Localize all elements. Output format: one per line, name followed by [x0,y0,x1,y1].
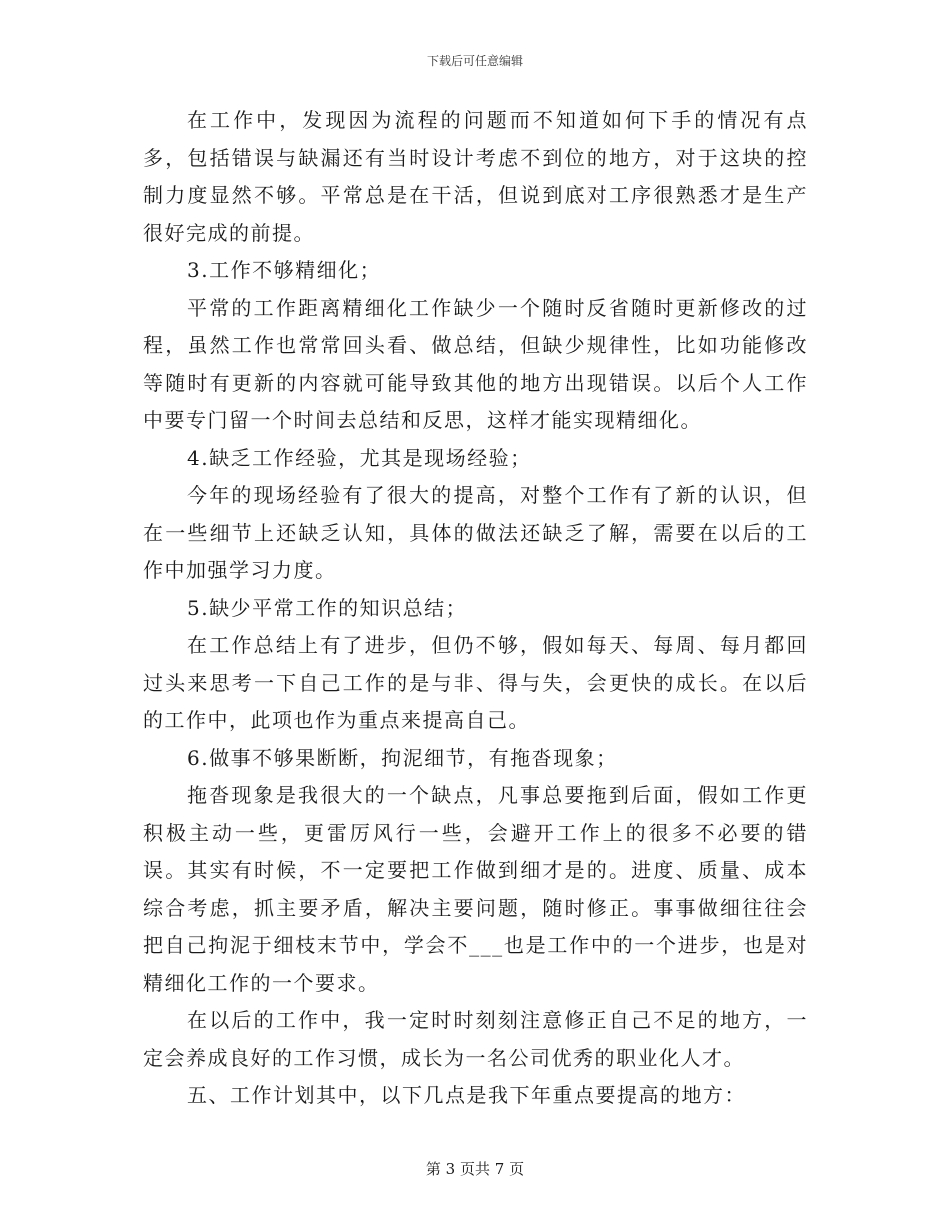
section-heading: 4.缺乏工作经验，尤其是现场经验； [187,445,532,470]
section-heading: 5.缺少平常工作的知识总结； [187,595,468,620]
page-header: 下载后可任意编辑 [426,54,523,68]
section-heading: 五、工作计划其中，以下几点是我下年重点要提高的地方： [187,1083,746,1107]
section-heading: 6.做事不够果断断，拘泥细节，有拖沓现象； [187,745,618,770]
document-body [143,102,808,1115]
paragraph: 在以后的工作中，我一定时时刻刻注意修正自己不足的地方，一定会养成良好的工作习惯，成长为一名公司优秀的职业化人才。 [143,1008,808,1070]
section-heading: 3.工作不够精细化； [187,258,382,282]
paragraph: 在工作中，发现因为流程的问题而不知道如何下手的情况有点多，包括错误与缺漏还有当时设计考虑不到位的地方，对于这块的控制力度显然不够。平常总是在干活，但说到底对工序很熟悉才是生产很好完成的前提。 [143,108,808,245]
paragraph: 拖沓现象是我很大的一个缺点，凡事总要拖到后面，假如工作更积极主动一些，更雷厉风行一些，会避开工作上的很多不必要的错误。其实有时候，不一定要把工作做到细才是的。进度、质量、成本综合考虑，抓主要矛盾，解决主要问题，随时修正。事事做细往往会把自己拘泥于细枝末节中，学会不___也是工作中的一个进步，也是对精细化工作的一个要求。 [143,783,808,995]
page-number: 第 3 页共 7 页 [425,1160,525,1178]
paragraph: 在工作总结上有了进步，但仍不够，假如每天、每周、每月都回过头来思考一下自己工作的是与非、得与失，会更快的成长。在以后的工作中，此项也作为重点来提高自己。 [143,633,808,732]
paragraph: 今年的现场经验有了很大的提高，对整个工作有了新的认识，但在一些细节上还缺乏认知，具体的做法还缺乏了解，需要在以后的工作中加强学习力度。 [143,483,808,582]
paragraph: 平常的工作距离精细化工作缺少一个随时反省随时更新修改的过程，虽然工作也常常回头看、做总结，但缺少规律性，比如功能修改等随时有更新的内容就可能导致其他的地方出现错误。以后个人工作中要专门留一个时间去总结和反思，这样才能实现精细化。 [143,295,808,432]
